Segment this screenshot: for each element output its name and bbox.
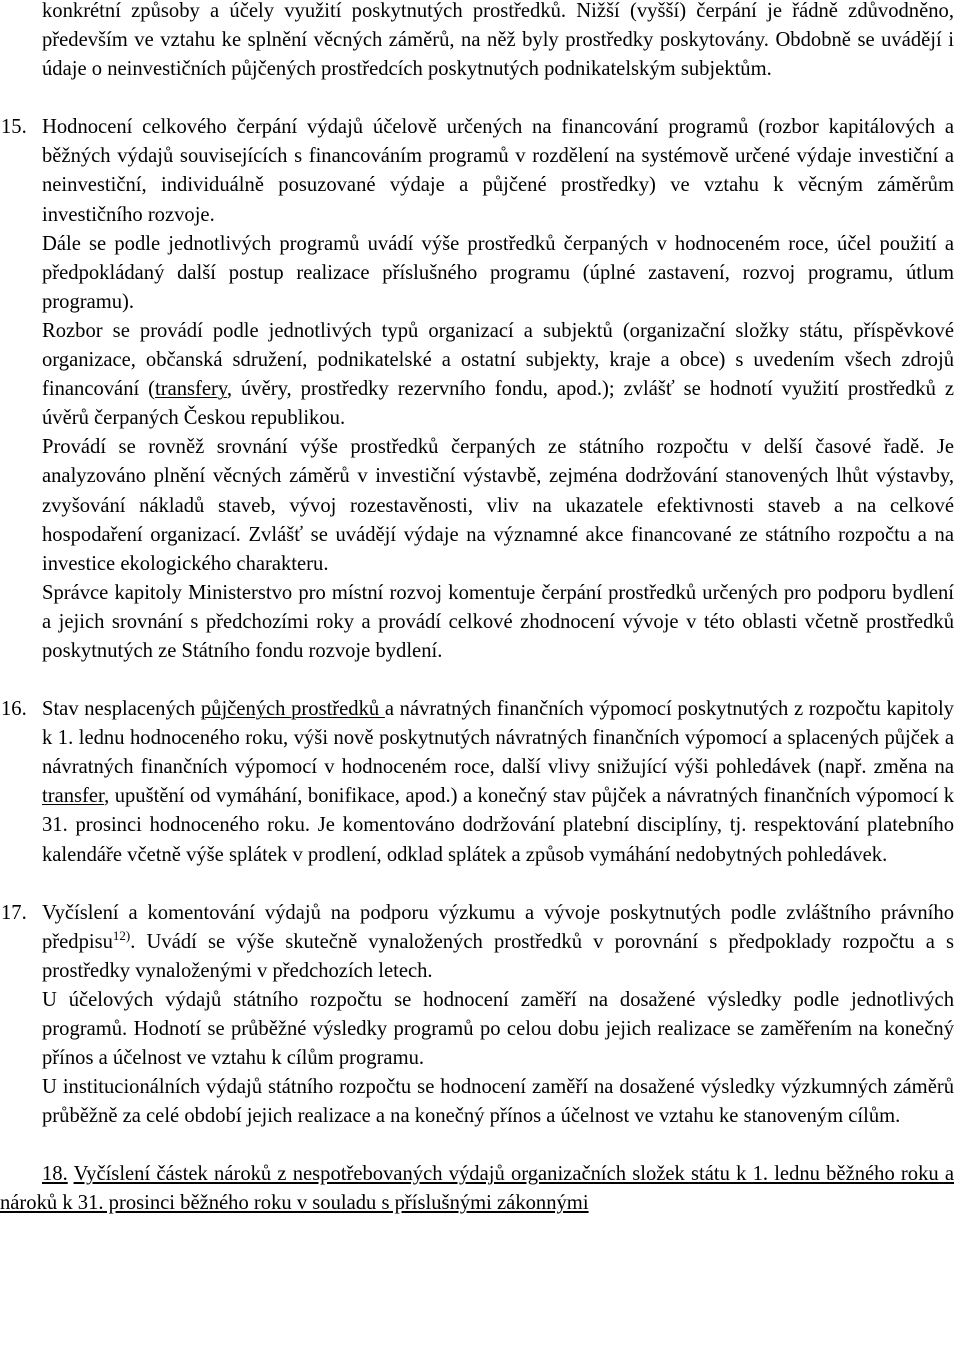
item-15-paragraph-5: Správce kapitoly Ministerstvo pro místní rozvoj komentuje čerpání prostředků určených pro podporu bydlení a jejich srovnání s předchozími roky a provádí celkové zhodnocení vývoje v této oblasti včetně prostředků poskytnutých ze Státního fondu rozvoje bydlení. [42, 581, 954, 662]
item-number: 16. [1, 698, 27, 721]
item-17-paragraph-3: U institucionálních výdajů státního rozpočtu se hodnocení zaměří na dosažené výsledky výzkumných záměrů průběžně za celé období jejich realizace a na konečný přínos a účelnost ve vztahu ke stanoveným cílům. [42, 1076, 954, 1128]
text-segment: Rozbor se provádí podle jednotlivých typů organizací a subjektů (organizační složky státu, příspěvkové organizace, občanská sdružení, podnikatelské a ostatní subjekty, kraje a obce) s uvedením všech zdrojů financování ( [42, 319, 954, 401]
item-number: 17. [1, 901, 27, 924]
transfery-link[interactable]: transfery [155, 378, 227, 401]
section-18-number: 18. [42, 1163, 68, 1186]
item-15-paragraph-1: Hodnocení celkového čerpání výdajů účelově určených na financování programů (rozbor kapitálových a běžných výdajů souvisejících s financováním programů v rozdělení na systémově určené výdaje investiční a neinvestiční, individuálně posuzované výdaje a půjčené prostředky) ve vztahu k věcným záměrům investičního rozvoje. [42, 116, 954, 226]
transfer-link[interactable]: transfer [42, 785, 105, 808]
list-item-16 [0, 695, 954, 870]
text-segment: , upuštění od vymáhání, bonifikace, apod.) a konečný stav půjček a návratných finančních výpomocí k 31. prosinci hodnoceného roku. Je komentováno dodržování platební disciplíny, tj. respektování platebního kalendáře včetně výše splátek v prodlení, odklad splátek a způsob vymáhání nedobytných pohledávek. [42, 785, 954, 866]
list-item-15 [0, 113, 954, 666]
item-number: 15. [1, 116, 27, 139]
section-18-text: Vyčíslení částek nároků z nespotřebovaných výdajů organizačních složek státu k 1. lednu běžného roku a nároků k 31. prosinci běžného roku v souladu s příslušnými zákonnými [0, 1163, 954, 1215]
text-segment: , úvěry, prostředky rezervního fondu, apod.); zvlášť se hodnotí využití prostředků z úvěrů čerpaných Českou republikou. [42, 378, 954, 430]
text-segment: Stav nesplacených [42, 698, 201, 721]
item-15-paragraph-3 [42, 317, 954, 433]
text-segment: Vyčíslení a komentování výdajů na podporu výzkumu a vývoje poskytnutých podle zvláštního právního předpisu [42, 901, 954, 953]
item-17-paragraph-2: U účelových výdajů státního rozpočtu se hodnocení zaměří na dosažené výsledky podle jednotlivých programů. Hodnotí se průběžné výsledky programů po celou dobu jejich realizace se zaměřením na konečný přínos a účelnost ve vztahu k cílům programu. [42, 988, 954, 1070]
section-18 [0, 1160, 954, 1218]
item-17-paragraph-1 [42, 899, 954, 986]
item-15-paragraph-2: Dále se podle jednotlivých programů uvádí výše prostředků čerpaných v hodnoceném roce, účel použití a předpokládaný další postup realizace příslušného programu (úplné zastavení, rozvoj programu, útlum programu). [42, 232, 954, 313]
footnote-reference[interactable]: 12) [112, 927, 131, 943]
pujcenych-prostredku-link[interactable]: půjčených prostředků [200, 698, 385, 721]
text-segment: . Uvádí se výše skutečně vynaložených prostředků v porovnání s předpoklady rozpočtu a s prostředky vynaloženými v předchozích letech. [42, 930, 954, 982]
text-segment: a návratných finančních výpomocí poskytnutých z rozpočtu kapitoly k 1. lednu hodnoceného roku, výši nově poskytnutých návratných finančních výpomocí a splacených půjček a návratných finančních výpomocí v hodnoceném roce, další vlivy snižující výši pohledávek (např. změna na [42, 698, 954, 779]
list-item-17 [0, 899, 954, 1132]
intro-paragraph: konkrétní způsoby a účely využití poskytnutých prostředků. Nižší (vyšší) čerpání je řádně zdůvodněno, především ve vztahu ke splnění věcných záměrů, na něž byly prostředky poskytovány. Obdobně se uvádějí i údaje o neinvestičních půjčených prostředcích poskytnutých podnikatelským subjektům. [42, 0, 954, 81]
item-16-paragraph [42, 695, 954, 870]
item-15-paragraph-4: Provádí se rovněž srovnání výše prostředků čerpaných ze státního rozpočtu v delší časové řadě. Je analyzováno plnění věcných záměrů v investiční výstavbě, zejména dodržování stanovených lhůt výstavby, zvyšování nákladů staveb, vývoj rozestavěnosti, vliv na ukazatele efektivnosti staveb a na celkové hospodaření organizací. Zvlášť se uvádějí výdaje na významné akce financované ze státního rozpočtu a na investice ekologického charakteru. [42, 436, 954, 575]
